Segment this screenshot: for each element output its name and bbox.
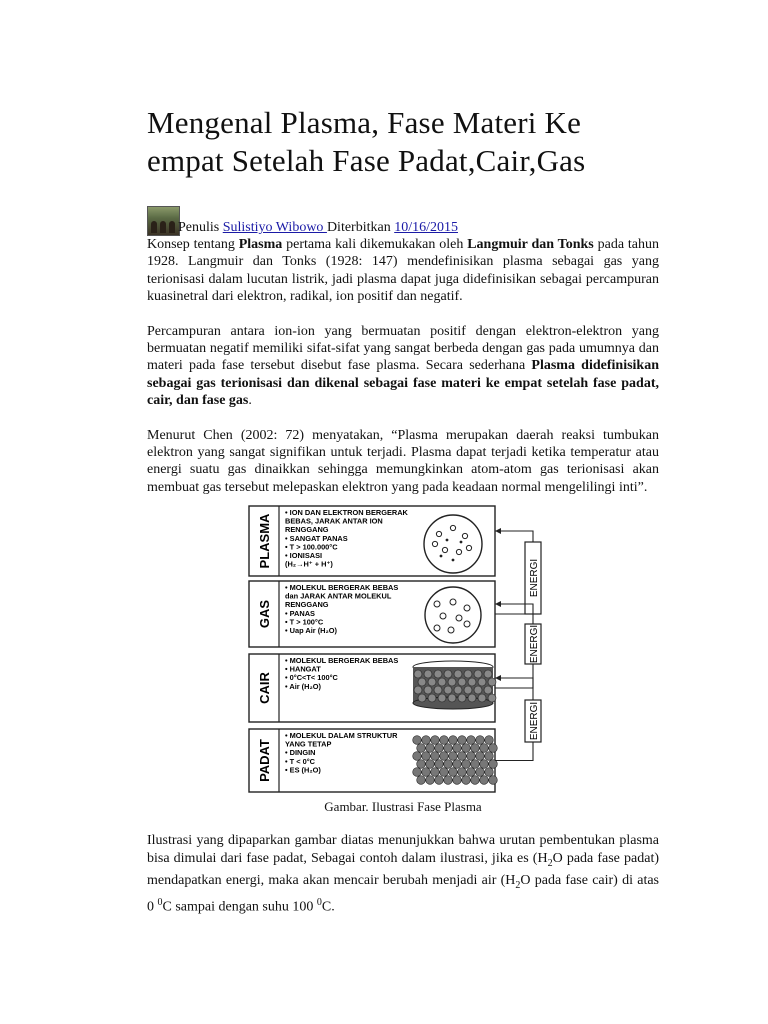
liquid-molecule bbox=[424, 670, 432, 678]
liquid-molecule bbox=[478, 678, 486, 686]
solid-molecule bbox=[462, 744, 471, 753]
solid-molecule bbox=[462, 776, 471, 785]
liquid-molecule bbox=[444, 670, 452, 678]
solid-molecule bbox=[435, 744, 444, 753]
solid-molecule bbox=[471, 744, 480, 753]
solid-molecule bbox=[449, 736, 458, 745]
gas-molecule bbox=[440, 613, 446, 619]
liquid-molecule bbox=[464, 670, 472, 678]
solid-molecule bbox=[431, 752, 440, 761]
liquid-molecule bbox=[414, 670, 422, 678]
gas-illustration bbox=[425, 587, 481, 643]
solid-molecule bbox=[449, 752, 458, 761]
solid-molecule bbox=[476, 752, 485, 761]
liquid-molecule bbox=[458, 678, 466, 686]
paragraph-1: Konsep tentang Plasma pertama kali dikemukakan oleh Langmuir dan Tonks pada tahun 1928. Langmuir dan Tonks (1928: 147) mendefinisikan plasma sebagai gas yang terionisasi dalam lucutan listrik, jadi plasma dapat juga didefinisikan sebagai percampuran kuasinetral dari elektron, radikal, ion positif dan negatif. bbox=[147, 237, 660, 305]
phase-property: (H₂→H⁺ + H⁺) bbox=[285, 559, 333, 569]
liquid-molecule bbox=[424, 686, 432, 694]
phase-property: • T > 100.000°C bbox=[285, 542, 338, 552]
solid-molecule bbox=[458, 768, 467, 777]
liquid-molecule bbox=[478, 694, 486, 702]
article bbox=[147, 104, 659, 916]
liquid-molecule bbox=[468, 678, 476, 686]
liquid-molecule bbox=[474, 686, 482, 694]
solid-molecule bbox=[453, 744, 462, 753]
paragraph-3: Menurut Chen (2002: 72) menyatakan, “Plasma merupakan daerah reaksi tumbukan elektron yang sangat signifikan untuk terjadi. Plasma dapat terjadi ketika temperatur atau energi suatu gas dinaikkan sehingga memungkinkan atom-atom gas terionisasi akan membuat gas tersebut melepaskan elektron yang pada keadaan normal mengelilingi inti”. bbox=[147, 427, 659, 495]
phase-diagram bbox=[147, 504, 659, 794]
solid-molecule bbox=[449, 768, 458, 777]
gas-molecule bbox=[464, 605, 470, 611]
solid-molecule bbox=[480, 760, 489, 769]
liquid-molecule bbox=[444, 686, 452, 694]
liquid-molecule bbox=[434, 686, 442, 694]
liquid-molecule bbox=[484, 670, 492, 678]
solid-molecule bbox=[444, 744, 453, 753]
phase-label: CAIR bbox=[257, 672, 272, 705]
phase-property: • MOLEKUL BERGERAK BEBAS bbox=[285, 656, 399, 666]
electron-particle bbox=[446, 539, 449, 542]
phase-label: PADAT bbox=[257, 739, 272, 783]
phase-property: BEBAS, JARAK ANTAR ION bbox=[285, 516, 383, 526]
solid-molecule bbox=[462, 760, 471, 769]
gas-molecule bbox=[464, 621, 470, 627]
solid-molecule bbox=[417, 744, 426, 753]
gas-molecule bbox=[456, 615, 462, 621]
liquid-molecule bbox=[454, 670, 462, 678]
solid-molecule bbox=[485, 736, 494, 745]
solid-molecule bbox=[422, 736, 431, 745]
solid-molecule bbox=[458, 752, 467, 761]
gas-molecule bbox=[448, 627, 454, 633]
solid-molecule bbox=[440, 736, 449, 745]
liquid-molecule bbox=[468, 694, 476, 702]
phase-property: RENGGANG bbox=[285, 525, 329, 535]
solid-molecule bbox=[471, 760, 480, 769]
phase-property: • Uap Air (H₂O) bbox=[285, 626, 337, 636]
solid-molecule bbox=[467, 768, 476, 777]
arrow-head bbox=[495, 675, 501, 681]
solid-molecule bbox=[467, 752, 476, 761]
energy-label: ENERGI bbox=[529, 702, 540, 741]
page-title: Mengenal Plasma, Fase Materi Ke empat Setelah Fase Padat,Cair,Gas bbox=[147, 105, 586, 178]
solid-molecule bbox=[426, 760, 435, 769]
solid-molecule bbox=[431, 768, 440, 777]
electron-particle bbox=[440, 555, 443, 558]
phase-property: • HANGAT bbox=[285, 664, 321, 674]
phase-property: YANG TETAP bbox=[285, 739, 332, 749]
phase-label: GAS bbox=[257, 600, 272, 629]
author-avatar bbox=[147, 206, 180, 236]
phase-property: • DINGIN bbox=[285, 748, 316, 758]
solid-molecule bbox=[458, 736, 467, 745]
byline bbox=[147, 206, 659, 236]
solid-molecule bbox=[476, 768, 485, 777]
solid-molecule bbox=[444, 760, 453, 769]
liquid-molecule bbox=[458, 694, 466, 702]
solid-molecule bbox=[417, 760, 426, 769]
phase-property: • IONISASI bbox=[285, 551, 323, 561]
energy-connector bbox=[495, 678, 533, 700]
solid-molecule bbox=[476, 736, 485, 745]
solid-molecule bbox=[444, 776, 453, 785]
liquid-molecule bbox=[418, 694, 426, 702]
liquid-molecule bbox=[464, 686, 472, 694]
liquid-molecule bbox=[418, 678, 426, 686]
phase-property: • ION DAN ELEKTRON BERGERAK bbox=[285, 508, 408, 518]
gas-molecule bbox=[434, 625, 440, 631]
byline-text: Penulis Sulistiyo Wibowo Diterbitkan 10/16/2015 bbox=[178, 220, 458, 235]
solid-molecule bbox=[480, 776, 489, 785]
liquid-molecule bbox=[438, 678, 446, 686]
liquid-molecule bbox=[448, 694, 456, 702]
solid-molecule bbox=[426, 776, 435, 785]
solid-molecule bbox=[422, 752, 431, 761]
author-link[interactable]: Sulistiyo Wibowo bbox=[222, 220, 327, 235]
liquid-molecule bbox=[434, 670, 442, 678]
liquid-molecule bbox=[428, 694, 436, 702]
liquid-molecule bbox=[474, 670, 482, 678]
solid-molecule bbox=[440, 768, 449, 777]
arrow-head bbox=[495, 528, 501, 534]
gas-molecule bbox=[434, 601, 440, 607]
paragraph-2: Percampuran antara ion-ion yang bermuatan positif dengan elektron-elektron yang bermuatan negatif memiliki sifat-sifat yang sangat berbeda dengan gas pada umumnya dan materi pada fase tersebut disebut fase plasma. Secara sederhana Plasma didefinisikan sebagai gas terionisasi dan dikenal sebagai fase materi ke empat setelah fase padat, cair, dan fase gas. bbox=[147, 323, 659, 409]
phase-property: • ES (H₂O) bbox=[285, 765, 321, 775]
energy-label: ENERGI bbox=[529, 559, 540, 598]
energy-connector bbox=[495, 742, 533, 761]
phase-property: • T > 100°C bbox=[285, 617, 324, 627]
paragraph-4: Ilustrasi yang dipaparkan gambar diatas menunjukkan bahwa urutan pembentukan plasma bisa dimulai dari fase padat, Sebagai contoh dalam ilustrasi, jika es ($H_2O$ pada fase padat) mendapatkan energi, maka akan mencair berubah menjadi air ($H_2O$ pada fase cair) di atas 0 $^0$C sampai dengan suhu 100 $^0$C. bbox=[147, 833, 659, 915]
solid-molecule bbox=[489, 776, 498, 785]
phase-property: • 0°C<T< 100°C bbox=[285, 673, 338, 683]
phase-label: PLASMA bbox=[257, 513, 272, 569]
solid-molecule bbox=[453, 776, 462, 785]
date-link[interactable]: 10/16/2015 bbox=[394, 220, 458, 235]
solid-molecule bbox=[426, 744, 435, 753]
liquid-molecule bbox=[488, 694, 496, 702]
phase-property: • Air (H₂O) bbox=[285, 682, 321, 692]
solid-molecule bbox=[413, 736, 422, 745]
phase-property: • MOLEKUL BERGERAK BEBAS bbox=[285, 583, 399, 593]
figure-caption: Gambar. Ilustrasi Fase Plasma bbox=[324, 799, 482, 815]
solid-molecule bbox=[431, 736, 440, 745]
phase-property: • MOLEKUL DALAM STRUKTUR bbox=[285, 731, 398, 741]
phase-property: RENGGANG bbox=[285, 600, 329, 610]
solid-molecule bbox=[453, 760, 462, 769]
solid-molecule bbox=[417, 776, 426, 785]
energy-label: ENERGI bbox=[529, 625, 540, 664]
arrow-head bbox=[495, 601, 501, 607]
electron-particle bbox=[452, 559, 455, 562]
liquid-molecule bbox=[448, 678, 456, 686]
liquid-molecule bbox=[438, 694, 446, 702]
solid-molecule bbox=[485, 752, 494, 761]
phase-figure bbox=[147, 504, 659, 794]
solid-molecule bbox=[489, 744, 498, 753]
liquid-molecule bbox=[454, 686, 462, 694]
gas-molecule bbox=[450, 599, 456, 605]
phase-property: • PANAS bbox=[285, 609, 315, 619]
solid-molecule bbox=[485, 768, 494, 777]
liquid-molecule bbox=[484, 686, 492, 694]
solid-molecule bbox=[413, 768, 422, 777]
liquid-molecule bbox=[428, 678, 436, 686]
phase-property: • T < 0°C bbox=[285, 757, 315, 767]
solid-molecule bbox=[422, 768, 431, 777]
solid-molecule bbox=[480, 744, 489, 753]
solid-molecule bbox=[435, 776, 444, 785]
liquid-molecule bbox=[414, 686, 422, 694]
phase-property: • SANGAT PANAS bbox=[285, 534, 348, 544]
solid-molecule bbox=[471, 776, 480, 785]
liquid-molecule bbox=[488, 678, 496, 686]
solid-molecule bbox=[413, 752, 422, 761]
phase-property: dan JARAK ANTAR MOLEKUL bbox=[285, 591, 392, 601]
solid-molecule bbox=[467, 736, 476, 745]
solid-molecule bbox=[435, 760, 444, 769]
solid-molecule bbox=[440, 752, 449, 761]
electron-particle bbox=[460, 541, 463, 544]
